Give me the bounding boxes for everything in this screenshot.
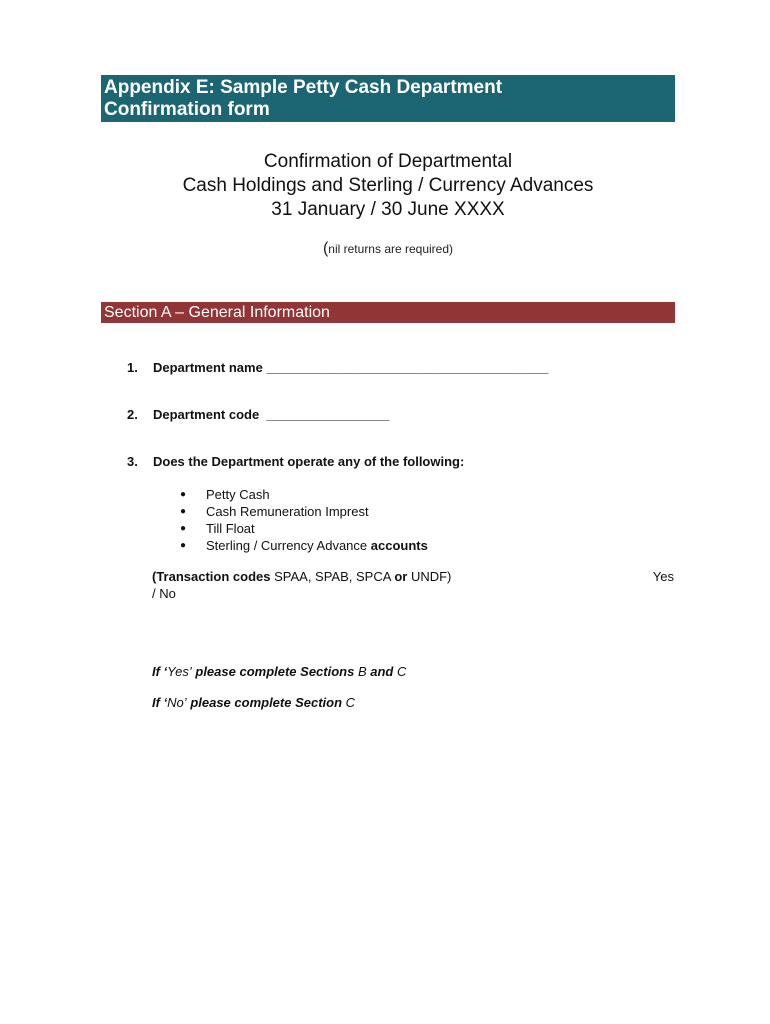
instruction-answer: No’ bbox=[167, 695, 187, 710]
question-department-name bbox=[127, 360, 548, 375]
operations-list bbox=[180, 486, 428, 554]
transaction-last-code: UNDF) bbox=[410, 569, 452, 584]
instruction-rest: please complete Sections bbox=[195, 664, 355, 679]
list-item-label: Cash Remuneration Imprest bbox=[206, 504, 369, 519]
question-number: 1. bbox=[127, 360, 138, 375]
list-item bbox=[180, 520, 428, 537]
question-number: 2. bbox=[127, 407, 138, 422]
list-item-suffix: accounts bbox=[370, 538, 428, 553]
nil-returns-note bbox=[101, 240, 675, 258]
yes-option[interactable]: Yes bbox=[652, 569, 674, 584]
instruction-target: B bbox=[357, 664, 367, 679]
transaction-prefix: (Transaction codes bbox=[152, 569, 271, 584]
instruction-if-no bbox=[152, 695, 355, 710]
bullet-icon: ● bbox=[180, 506, 187, 517]
instruction-prefix: If ‘ bbox=[152, 664, 168, 679]
instruction-rest: please complete Section bbox=[190, 695, 343, 710]
form-title-line-1: Confirmation of Departmental bbox=[263, 151, 513, 172]
form-title bbox=[101, 150, 675, 222]
department-code-field[interactable]: _________________ bbox=[266, 407, 390, 422]
bullet-icon: ● bbox=[180, 540, 187, 551]
instruction-if-yes bbox=[152, 664, 406, 679]
question-department-code bbox=[127, 407, 389, 422]
list-item bbox=[180, 503, 428, 520]
list-item bbox=[180, 486, 428, 503]
list-item bbox=[180, 537, 428, 554]
list-item-label: Till Float bbox=[206, 521, 255, 536]
appendix-banner bbox=[101, 75, 675, 122]
nil-note-paren: ( bbox=[322, 240, 329, 257]
bullet-icon: ● bbox=[180, 489, 187, 500]
transaction-codes bbox=[152, 568, 677, 602]
form-title-line-2: Cash Holdings and Sterling / Currency Advances bbox=[182, 175, 594, 196]
bullet-icon: ● bbox=[180, 523, 187, 534]
department-name-field[interactable]: _______________________________________ bbox=[266, 360, 549, 375]
instruction-answer: Yes’ bbox=[167, 664, 192, 679]
form-title-line-3: 31 January / 30 June XXXX bbox=[271, 199, 505, 220]
instruction-and: and bbox=[370, 664, 394, 679]
question-operations bbox=[127, 454, 464, 469]
question-label: Department name bbox=[153, 360, 263, 375]
section-a-banner: Section A – General Information bbox=[101, 302, 675, 323]
transaction-codes-list: SPAA, SPAB, SPCA bbox=[274, 569, 391, 584]
list-item-label: Petty Cash bbox=[206, 487, 270, 502]
question-label: Department code bbox=[153, 407, 260, 422]
instruction-target: C bbox=[345, 695, 356, 710]
nil-note-text: nil returns are required) bbox=[328, 242, 454, 256]
no-option[interactable]: / No bbox=[152, 586, 176, 601]
appendix-title-line-2: Confirmation form bbox=[104, 99, 270, 120]
instruction-prefix: If ‘ bbox=[152, 695, 168, 710]
list-item-label: Sterling / Currency Advance bbox=[206, 538, 368, 553]
instruction-target-2: C bbox=[397, 664, 407, 679]
transaction-or: or bbox=[394, 569, 408, 584]
question-label: Does the Department operate any of the following: bbox=[153, 454, 465, 469]
question-number: 3. bbox=[127, 454, 138, 469]
appendix-title-line-1: Appendix E: Sample Petty Cash Department bbox=[104, 77, 503, 98]
